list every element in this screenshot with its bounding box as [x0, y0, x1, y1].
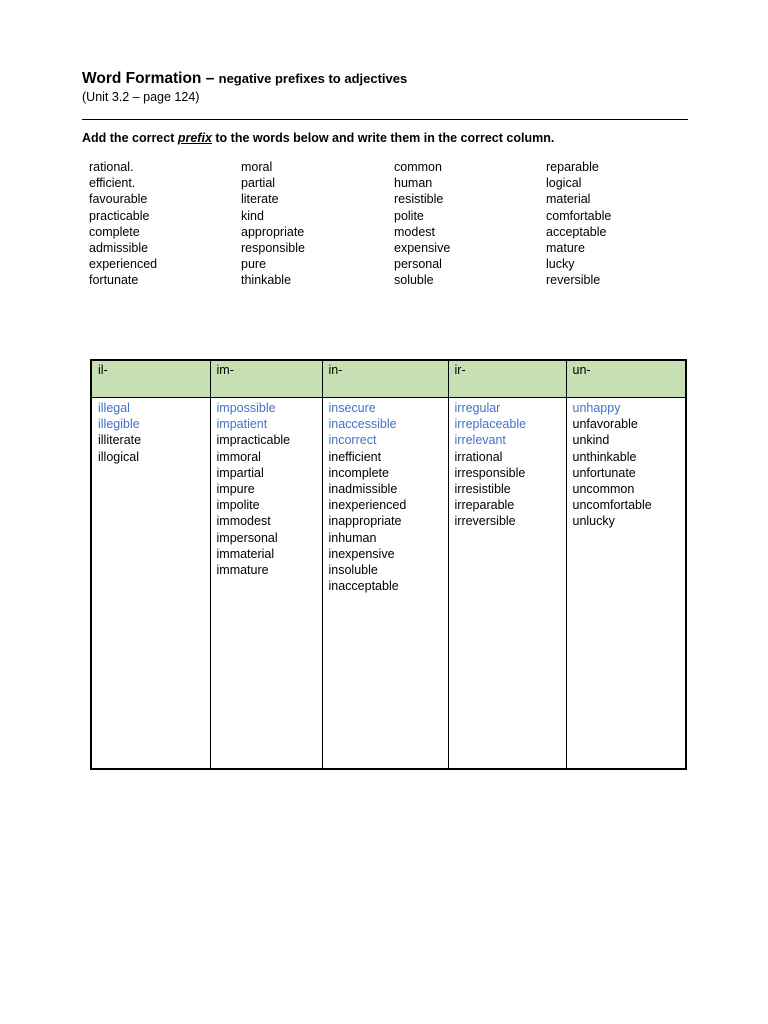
word-item: thinkable	[241, 273, 292, 288]
word-item: experienced	[89, 257, 158, 272]
prefix-header-un: un-	[566, 360, 686, 398]
word-item: reparable	[546, 160, 599, 174]
prefix-cell-il	[91, 398, 210, 770]
word-item: soluble	[394, 273, 434, 288]
example-word: illegible	[98, 417, 140, 432]
instruction-after: to the words below and write them in the correct column.	[211, 131, 555, 145]
answer-word: impersonal	[216, 530, 278, 545]
word-item: mature	[546, 241, 585, 256]
example-word: impatient	[216, 417, 268, 432]
word-item: moral	[241, 160, 273, 174]
answer-word: illogical	[98, 449, 139, 464]
answer-word: inexpensive	[328, 546, 395, 561]
prefix-list-il	[98, 400, 204, 465]
answer-word: insoluble	[328, 563, 378, 578]
word-item: expensive	[394, 241, 451, 256]
word-item: common	[394, 160, 442, 174]
answer-word: impartial	[216, 465, 264, 480]
answer-word: unfortunate	[572, 465, 636, 480]
word-item: fortunate	[89, 273, 139, 288]
answer-word: irreversible	[454, 514, 516, 529]
word-item: complete	[89, 224, 140, 239]
answer-word: uncomfortable	[572, 498, 652, 513]
worksheet-title	[82, 70, 407, 88]
word-item: comfortable	[546, 208, 612, 223]
answer-word: unkind	[572, 433, 610, 448]
word-list-column-3	[394, 159, 450, 289]
answer-word: illiterate	[98, 433, 142, 448]
prefix-list-un	[573, 400, 680, 530]
answer-word: inappropriate	[328, 514, 402, 529]
word-item: personal	[394, 257, 442, 272]
example-word: insecure	[328, 401, 376, 415]
example-word: irrelevant	[454, 433, 506, 448]
example-word: irregular	[454, 401, 501, 415]
answer-word: immature	[216, 563, 269, 578]
prefix-header-ir: ir-	[448, 360, 566, 398]
answer-word: immoral	[216, 449, 261, 464]
example-word: illegal	[98, 401, 130, 415]
word-item: lucky	[546, 257, 575, 272]
prefix-cell-im	[210, 398, 322, 770]
word-item: admissible	[89, 241, 149, 256]
answer-word: inhuman	[328, 530, 377, 545]
answer-word: impolite	[216, 498, 260, 513]
prefix-cell-un	[566, 398, 686, 770]
answer-word: immodest	[216, 514, 271, 529]
word-item: kind	[241, 208, 264, 223]
word-list-column-4	[546, 159, 611, 289]
answer-word: inefficient	[328, 449, 382, 464]
prefix-header-row	[91, 360, 686, 398]
example-word: incorrect	[328, 433, 377, 448]
prefix-table	[90, 359, 687, 770]
title-subtitle: negative prefixes to adjectives	[218, 71, 408, 86]
word-item: responsible	[241, 241, 305, 256]
answer-word: inexperienced	[328, 498, 407, 513]
prefix-list-ir	[455, 400, 560, 530]
prefix-list-im	[217, 400, 316, 578]
answer-word: inacceptable	[328, 579, 399, 594]
answer-word: unfavorable	[572, 417, 638, 432]
example-word: unhappy	[572, 401, 621, 415]
answer-word: irresistible	[454, 482, 511, 497]
example-word: irreplaceable	[454, 417, 527, 432]
answer-word: immaterial	[216, 546, 275, 561]
example-word: inaccessible	[328, 417, 397, 432]
answer-word: unlucky	[572, 514, 615, 529]
answer-word: incomplete	[328, 465, 389, 480]
word-item: polite	[394, 208, 424, 223]
word-item: reversible	[546, 273, 601, 288]
unit-reference: (Unit 3.2 – page 124)	[82, 90, 200, 104]
prefix-header-il: il-	[91, 360, 210, 398]
word-item: resistible	[394, 192, 444, 207]
word-item: practicable	[89, 208, 150, 223]
prefix-list-in	[329, 400, 442, 594]
answer-word: unthinkable	[572, 449, 637, 464]
answer-word: irrational	[454, 449, 503, 464]
instruction-keyword: prefix	[177, 131, 212, 145]
word-item: material	[546, 192, 591, 207]
word-list-column-1	[89, 159, 157, 289]
word-item: human	[394, 176, 433, 191]
word-item: acceptable	[546, 224, 607, 239]
word-item: partial	[241, 176, 276, 191]
word-item: literate	[241, 192, 279, 207]
word-item: pure	[241, 257, 267, 272]
prefix-cell-ir	[448, 398, 566, 770]
answer-word: impure	[216, 482, 255, 497]
answer-word: impracticable	[216, 433, 291, 448]
answer-word: uncommon	[572, 482, 635, 497]
instruction-before: Add the correct	[82, 131, 178, 145]
prefix-header-im: im-	[210, 360, 322, 398]
prefix-answer-row	[91, 398, 686, 770]
answer-word: irresponsible	[454, 465, 526, 480]
word-item: favourable	[89, 192, 148, 207]
word-item: logical	[546, 176, 582, 191]
prefix-cell-in	[322, 398, 448, 770]
word-item: modest	[394, 224, 435, 239]
example-word: impossible	[216, 401, 276, 415]
word-item: efficient.	[89, 176, 136, 191]
prefix-header-in: in-	[322, 360, 448, 398]
answer-word: irreparable	[454, 498, 515, 513]
word-item: appropriate	[241, 224, 305, 239]
word-item: rational.	[89, 160, 134, 174]
word-list-column-2	[241, 159, 305, 289]
title-main: Word Formation –	[82, 70, 219, 87]
answer-word: inadmissible	[328, 482, 398, 497]
horizontal-rule	[82, 119, 688, 120]
instruction-text	[82, 131, 554, 145]
